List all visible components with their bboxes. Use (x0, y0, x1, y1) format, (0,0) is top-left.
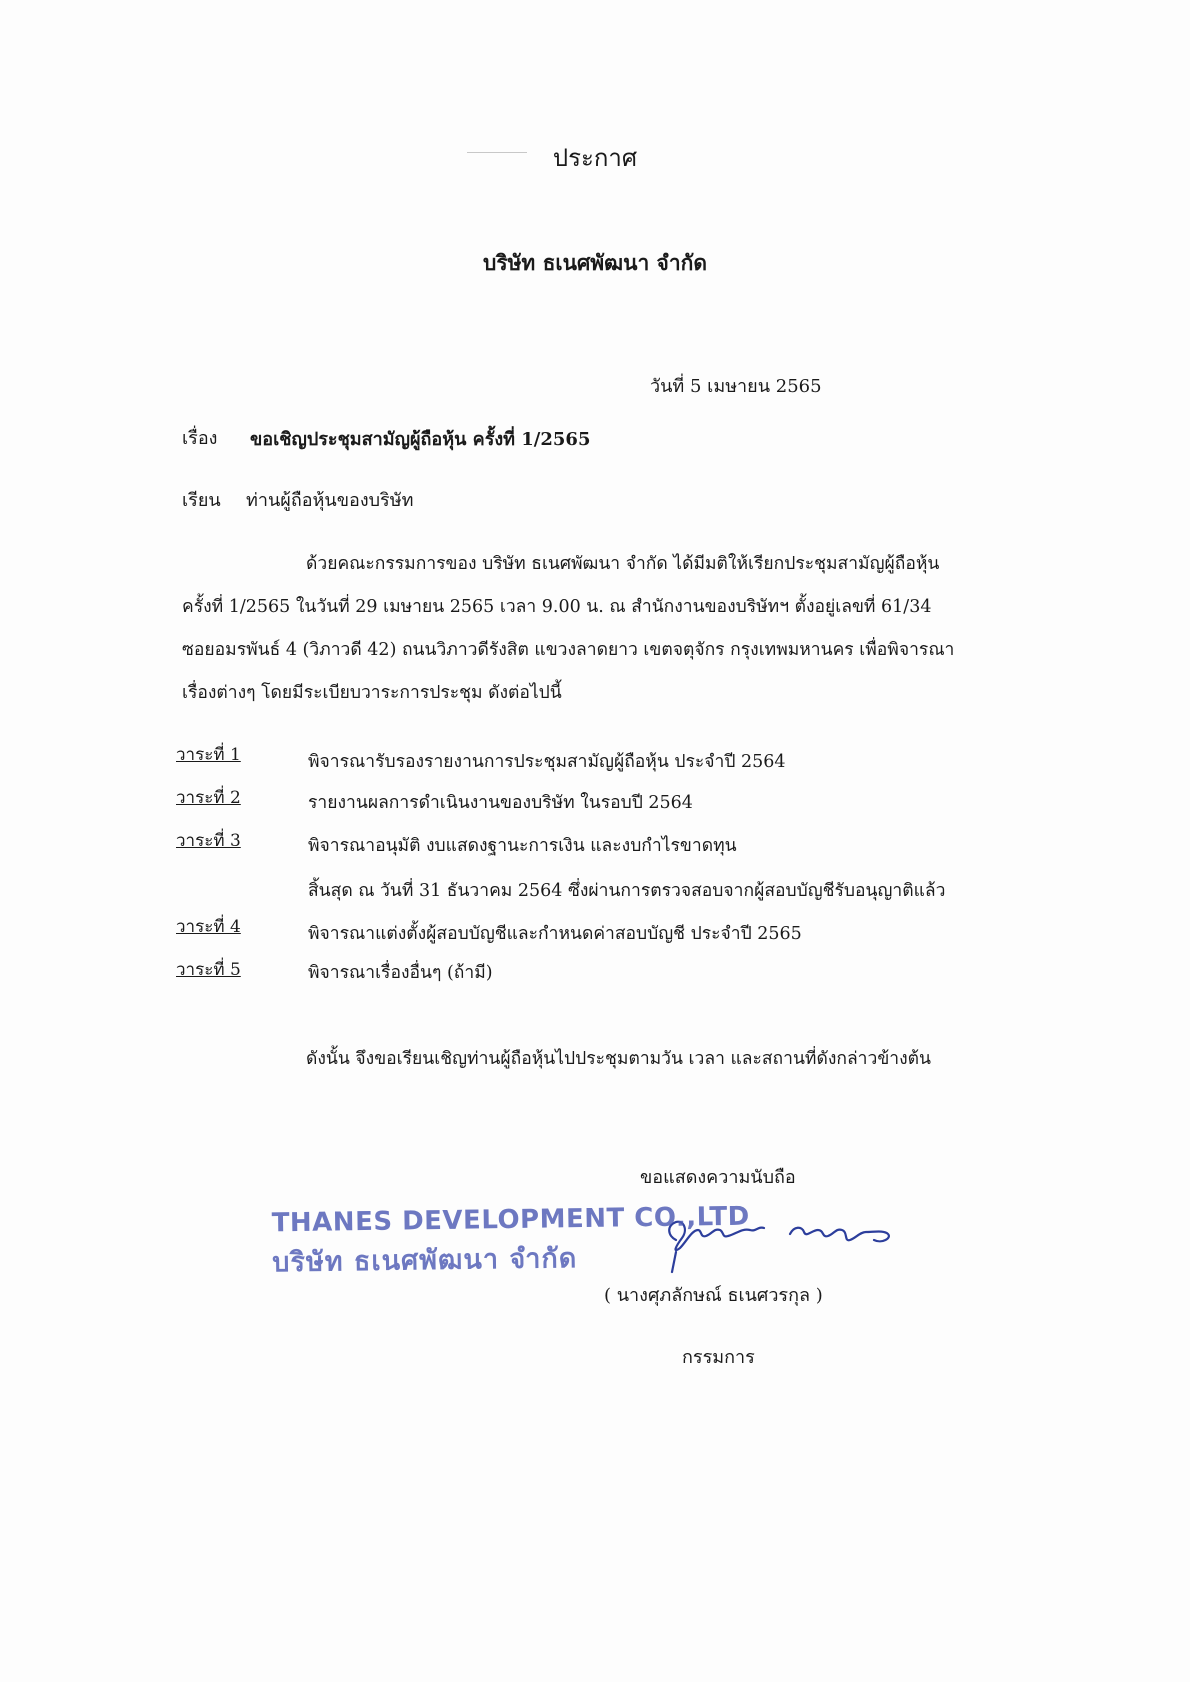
agenda-item (176, 913, 1016, 956)
agenda-text: พิจารณาอนุมัติ งบแสดงฐานะการเงิน และงบกำไรขาดทุน (308, 836, 737, 856)
stamp-line-en: THANES DEVELOPMENT CO.,LTD (271, 1201, 750, 1239)
body-line: ครั้งที่ 1/2565 ในวันที่ 29 เมษายน 2565 เวลา 9.00 น. ณ สำนักงานของบริษัทฯ ตั้งอยู่เลขที่ 61/34 (182, 597, 932, 617)
agenda-number: วาระที่ 1 (176, 745, 241, 765)
document-date: วันที่ 5 เมษายน 2565 (650, 376, 822, 397)
agenda-item (176, 741, 1016, 784)
agenda-text: พิจารณาแต่งตั้งผู้สอบบัญชีและกำหนดค่าสอบบัญชี ประจำปี 2565 (308, 924, 802, 944)
signer-name: ( นางศุภลักษณ์ ธเนศวรกุล ) (604, 1285, 823, 1306)
agenda-number: วาระที่ 4 (176, 917, 241, 937)
agenda-number: วาระที่ 5 (176, 960, 241, 980)
agenda-item (176, 784, 1016, 827)
body-line: ด้วยคณะกรรมการของ บริษัท ธเนศพัฒนา จำกัด ได้มีมติให้เรียกประชุมสามัญผู้ถือหุ้น (306, 554, 940, 574)
subject-label: เรื่อง (182, 428, 218, 449)
agenda-list (176, 741, 1016, 999)
agenda-text-continued: สิ้นสุด ณ วันที่ 31 ธันวาคม 2564 ซึ่งผ่านการตรวจสอบจากผู้สอบบัญชีรับอนุญาติแล้ว (308, 881, 946, 901)
agenda-text: รายงานผลการดำเนินงานของบริษัท ในรอบปี 2564 (308, 793, 693, 813)
body-line: ซอยอมรพันธ์ 4 (วิภาวดี 42) ถนนวิภาวดีรังสิต แขวงลาดยาว เขตจตุจักร กรุงเทพมหานคร เพื่อพิจารณา (182, 640, 955, 660)
company-name: บริษัท ธเนศพัฒนา จำกัด (482, 250, 707, 275)
recipient-text: ท่านผู้ถือหุ้นของบริษัท (246, 490, 414, 511)
agenda-number: วาระที่ 3 (176, 831, 241, 851)
agenda-item (176, 827, 1016, 913)
recipient-label: เรียน (182, 490, 221, 511)
announcement-title: ประกาศ (552, 144, 638, 172)
body-paragraph (182, 543, 992, 715)
agenda-text: พิจารณาเรื่องอื่นๆ (ถ้ามี) (308, 963, 493, 983)
closing-sentence: ดังนั้น จึงขอเรียนเชิญท่านผู้ถือหุ้นไปประชุมตามวัน เวลา และสถานที่ดังกล่าวข้างต้น (306, 1049, 932, 1069)
agenda-item (176, 956, 1016, 999)
body-line: เรื่องต่างๆ โดยมีระเบียบวาระการประชุม ดังต่อไปนี้ (182, 683, 562, 703)
agenda-number: วาระที่ 2 (176, 788, 241, 808)
agenda-text: พิจารณารับรองรายงานการประชุมสามัญผู้ถือหุ้น ประจำปี 2564 (308, 752, 786, 772)
subject-text: ขอเชิญประชุมสามัญผู้ถือหุ้น ครั้งที่ 1/2565 (250, 429, 591, 450)
company-stamp (271, 1202, 750, 1284)
stamp-line-th: บริษัท ธเนศพัฒนา จำกัด (272, 1243, 578, 1279)
signer-position: กรรมการ (682, 1347, 755, 1368)
regards-text: ขอแสดงความนับถือ (640, 1167, 796, 1188)
